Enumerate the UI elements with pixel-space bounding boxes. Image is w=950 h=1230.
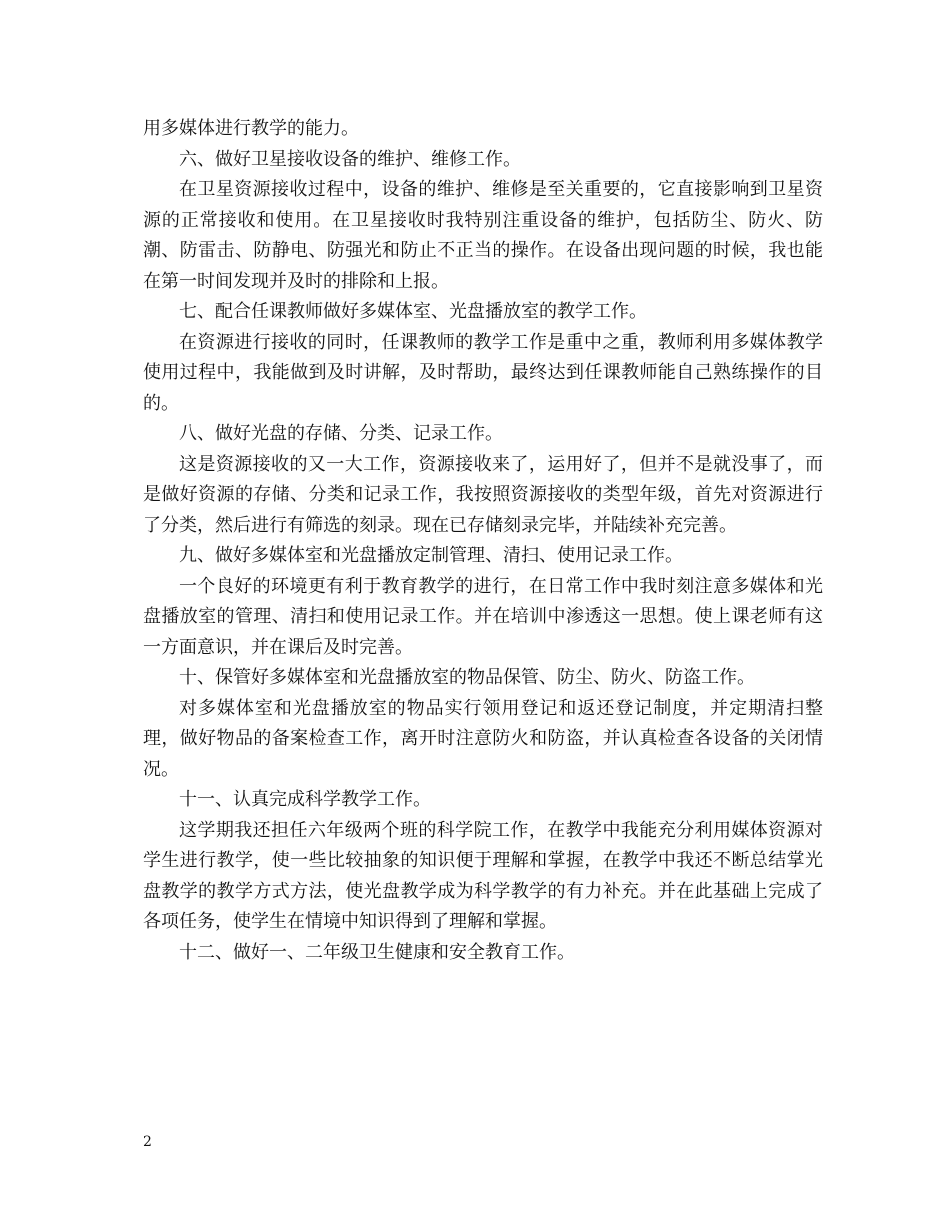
heading-section-10: 十、保管好多媒体室和光盘播放室的物品保管、防尘、防火、防盗工作。 <box>179 667 755 688</box>
paragraph-section-9: 一个良好的环境更有利于教育教学的进行，在日常工作中我时刻注意多媒体和光盘播放室的管理、清扫和使用记录工作。并在培训中渗透这一思想。使上课老师有这一方面意识，并在课后及时完善。 <box>143 575 823 658</box>
paragraph-section-10: 对多媒体室和光盘播放室的物品实行领用登记和返还登记制度，并定期清扫整理，做好物品的备案检查工作，离开时注意防火和防盗，并认真检查各设备的关闭情况。 <box>143 697 823 780</box>
page-number: 2 <box>143 1134 152 1150</box>
heading-section-7: 七、配合任课教师做好多媒体室、光盘播放室的教学工作。 <box>179 301 647 322</box>
heading-section-8: 八、做好光盘的存储、分类、记录工作。 <box>179 423 503 444</box>
heading-section-11: 十一、认真完成科学教学工作。 <box>179 789 431 810</box>
heading-section-6: 六、做好卫星接收设备的维护、维修工作。 <box>179 148 521 170</box>
heading-section-9: 九、做好多媒体室和光盘播放定制管理、清扫、使用记录工作。 <box>179 545 683 566</box>
paragraph-1: 用多媒体进行教学的能力。 <box>143 118 359 139</box>
paragraph-section-8: 这是资源接收的又一大工作，资源接收来了，运用好了，但并不是就没事了，而是做好资源的存储、分类和记录工作，我按照资源接收的类型年级，首先对资源进行了分类，然后进行有筛选的刻录。现在已存储刻录完毕，并陆续补充完善。 <box>143 453 823 536</box>
paragraph-section-7: 在资源进行接收的同时，任课教师的教学工作是重中之重，教师利用多媒体教学使用过程中，我能做到及时讲解，及时帮助，最终达到任课教师能自己熟练操作的目的。 <box>143 331 823 414</box>
paragraph-section-6: 在卫星资源接收过程中，设备的维护、维修是至关重要的，它直接影响到卫星资源的正常接收和使用。在卫星接收时我特别注重设备的维护，包括防尘、防火、防潮、防雷击、防静电、防强光和防止不正当的操作。在设备出现问题的时候，我也能在第一时间发现并及时的排除和上报。 <box>143 179 823 292</box>
paragraph-section-11: 这学期我还担任六年级两个班的科学院工作，在教学中我能充分利用媒体资源对学生进行教学，使一些比较抽象的知识便于理解和掌握，在教学中我还不断总结掌光盘教学的教学方式方法，使光盘教学成为科学教学的有力补充。并在此基础上完成了各项任务，使学生在情境中知识得到了理解和掌握。 <box>143 819 823 932</box>
heading-section-12: 十二、做好一、二年级卫生健康和安全教育工作。 <box>179 941 575 963</box>
document-body <box>143 114 823 968</box>
